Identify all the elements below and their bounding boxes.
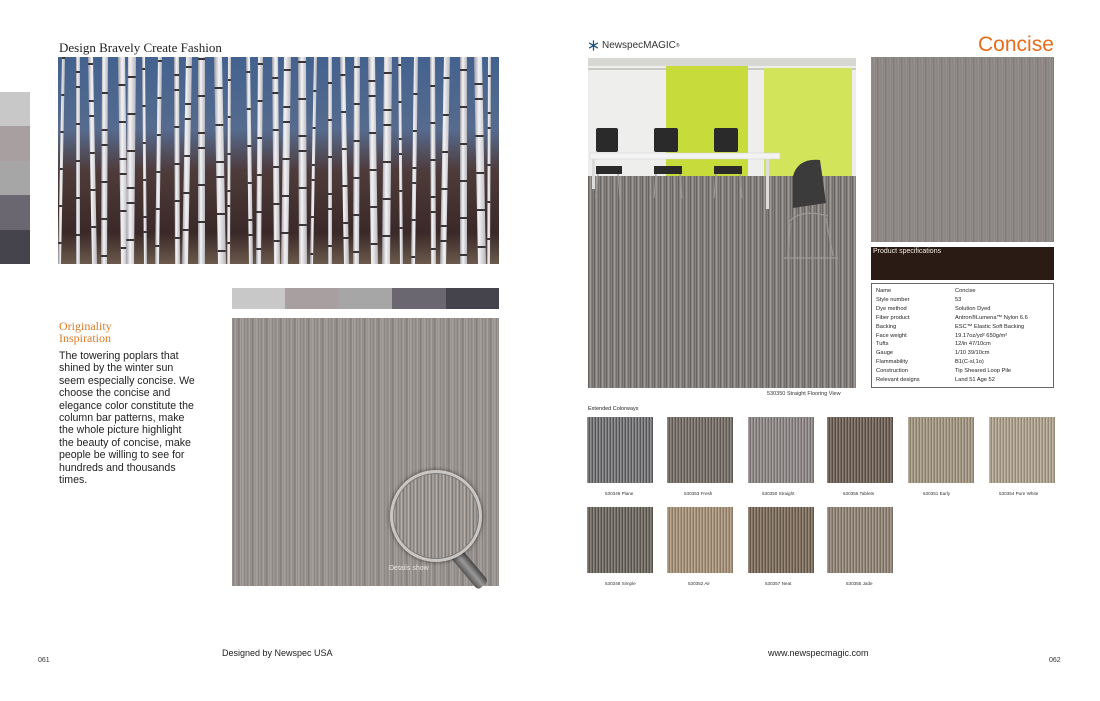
swatch-5 [0, 230, 30, 264]
colorway-label: 530351 Early [923, 491, 951, 496]
colorway-swatch [667, 417, 733, 483]
brand-name: NewspecMAGIC [602, 40, 676, 51]
swatch-3 [0, 161, 30, 195]
birch-trees-illustration [58, 57, 499, 264]
spec-key: Relevant designs [876, 377, 920, 384]
section-title-line-2: Inspiration [59, 331, 111, 345]
spec-key: Construction [876, 368, 908, 375]
spec-value: Tip Sheared Loop Pile [955, 368, 1012, 375]
spec-row [876, 287, 1049, 296]
colorway-label: 530357 Neat [765, 581, 792, 586]
brand-registered-mark: ® [675, 42, 680, 49]
spec-value: Antron®Lumena™ Nylon 6.6 [955, 314, 1028, 321]
spec-row [876, 305, 1049, 314]
magnifier-detail-lens [390, 470, 482, 562]
section-title [59, 320, 112, 344]
brand-logo [588, 40, 680, 51]
spec-row [876, 340, 1049, 349]
left-page-tagline: Design Bravely Create Fashion [59, 40, 222, 55]
colorway-label: 530350 Straight [762, 491, 795, 496]
specifications-table [871, 283, 1054, 388]
spec-value: ESC™ Elastic Soft Backing [955, 323, 1025, 330]
colorway-label: 530354 Pure White [999, 491, 1039, 496]
spec-value: B1(C-sl,1o) [955, 359, 984, 366]
spec-row [876, 314, 1049, 323]
spec-row [876, 296, 1049, 305]
colorway-swatch [748, 507, 814, 573]
section-title-line-1: Originality [59, 319, 112, 333]
specifications-header: Product specifications [871, 247, 1054, 280]
colorway-label: 530348 Simple [605, 581, 636, 586]
snowflake-icon [588, 40, 599, 51]
spec-row [876, 376, 1049, 385]
vertical-color-swatch-strip [0, 92, 30, 264]
colorway-label: 530356 Tablets [843, 491, 875, 496]
spec-value: 53 [955, 296, 962, 303]
colorway-label: 530355 Jade [846, 581, 873, 586]
spec-value: Solution Dyed [955, 305, 991, 312]
colorway-swatch [989, 417, 1055, 483]
spec-value: 1/10 39/10cm [955, 350, 990, 357]
swatch-2 [0, 126, 30, 160]
office-room-illustration [588, 58, 856, 388]
carpet-texture-sample [871, 57, 1054, 242]
bar-swatch-3 [339, 288, 392, 309]
spec-row [876, 323, 1049, 332]
spec-key: Fiber product [876, 314, 910, 321]
swatch-1 [0, 92, 30, 126]
spec-key: Backing [876, 323, 897, 330]
room-photo-caption: 530350 Straight Flooring View [767, 391, 841, 397]
colorway-swatch [827, 417, 893, 483]
bar-swatch-5 [446, 288, 499, 309]
spec-value: Concise [955, 288, 976, 294]
colorway-swatch [827, 507, 893, 573]
spec-value: 12/in 47/10cm [955, 341, 991, 348]
website-url: www.newspecmagic.com [768, 648, 869, 658]
spec-row [876, 349, 1049, 358]
colorway-swatch [667, 507, 733, 573]
bar-swatch-2 [285, 288, 338, 309]
colorway-label: 530353 Fresh [684, 491, 713, 496]
spec-key: Tufts [876, 341, 889, 348]
designed-by-credit: Designed by Newspec USA [222, 648, 333, 658]
spec-key: Face weight [876, 332, 907, 339]
left-page-number: 061 [38, 657, 50, 664]
spec-row [876, 358, 1049, 367]
section-body-text: The towering poplars that shined by the winter sun seem especially concise. We choose the concise and elegance color constitute the column bar patterns, make the whole picture highlight the beauty of concise, make people be willing to see for hundreds and thousands times. [59, 350, 195, 487]
colorway-swatch [587, 417, 653, 483]
colorway-swatch [908, 417, 974, 483]
spec-key: Name [876, 288, 892, 294]
colorway-label: 530352 Air [688, 581, 710, 586]
spec-row [876, 332, 1049, 341]
product-title: Concise [978, 33, 1054, 56]
bar-swatch-4 [392, 288, 445, 309]
swatch-4 [0, 195, 30, 229]
spec-value: Land 51 Age 52 [955, 377, 995, 384]
spec-key: Dye method [876, 305, 907, 312]
spec-key: Style number [876, 296, 910, 303]
spec-key: Gauge [876, 350, 894, 357]
spec-value: 19.17oz/yd² 650g/m² [955, 332, 1008, 339]
colorway-swatch [748, 417, 814, 483]
bar-swatch-1 [232, 288, 285, 309]
colorway-label: 530349 Plane [605, 491, 634, 496]
extended-colorways-label: Extended Colorways [588, 406, 639, 412]
right-page-number: 062 [1049, 657, 1061, 664]
office-flooring-photo [588, 58, 856, 388]
spec-row [876, 367, 1049, 376]
horizontal-color-bar [232, 288, 499, 309]
colorway-swatch [587, 507, 653, 573]
details-show-label: Details show [389, 565, 429, 572]
spec-key: Flammability [876, 359, 908, 366]
birch-forest-photo [58, 57, 499, 264]
